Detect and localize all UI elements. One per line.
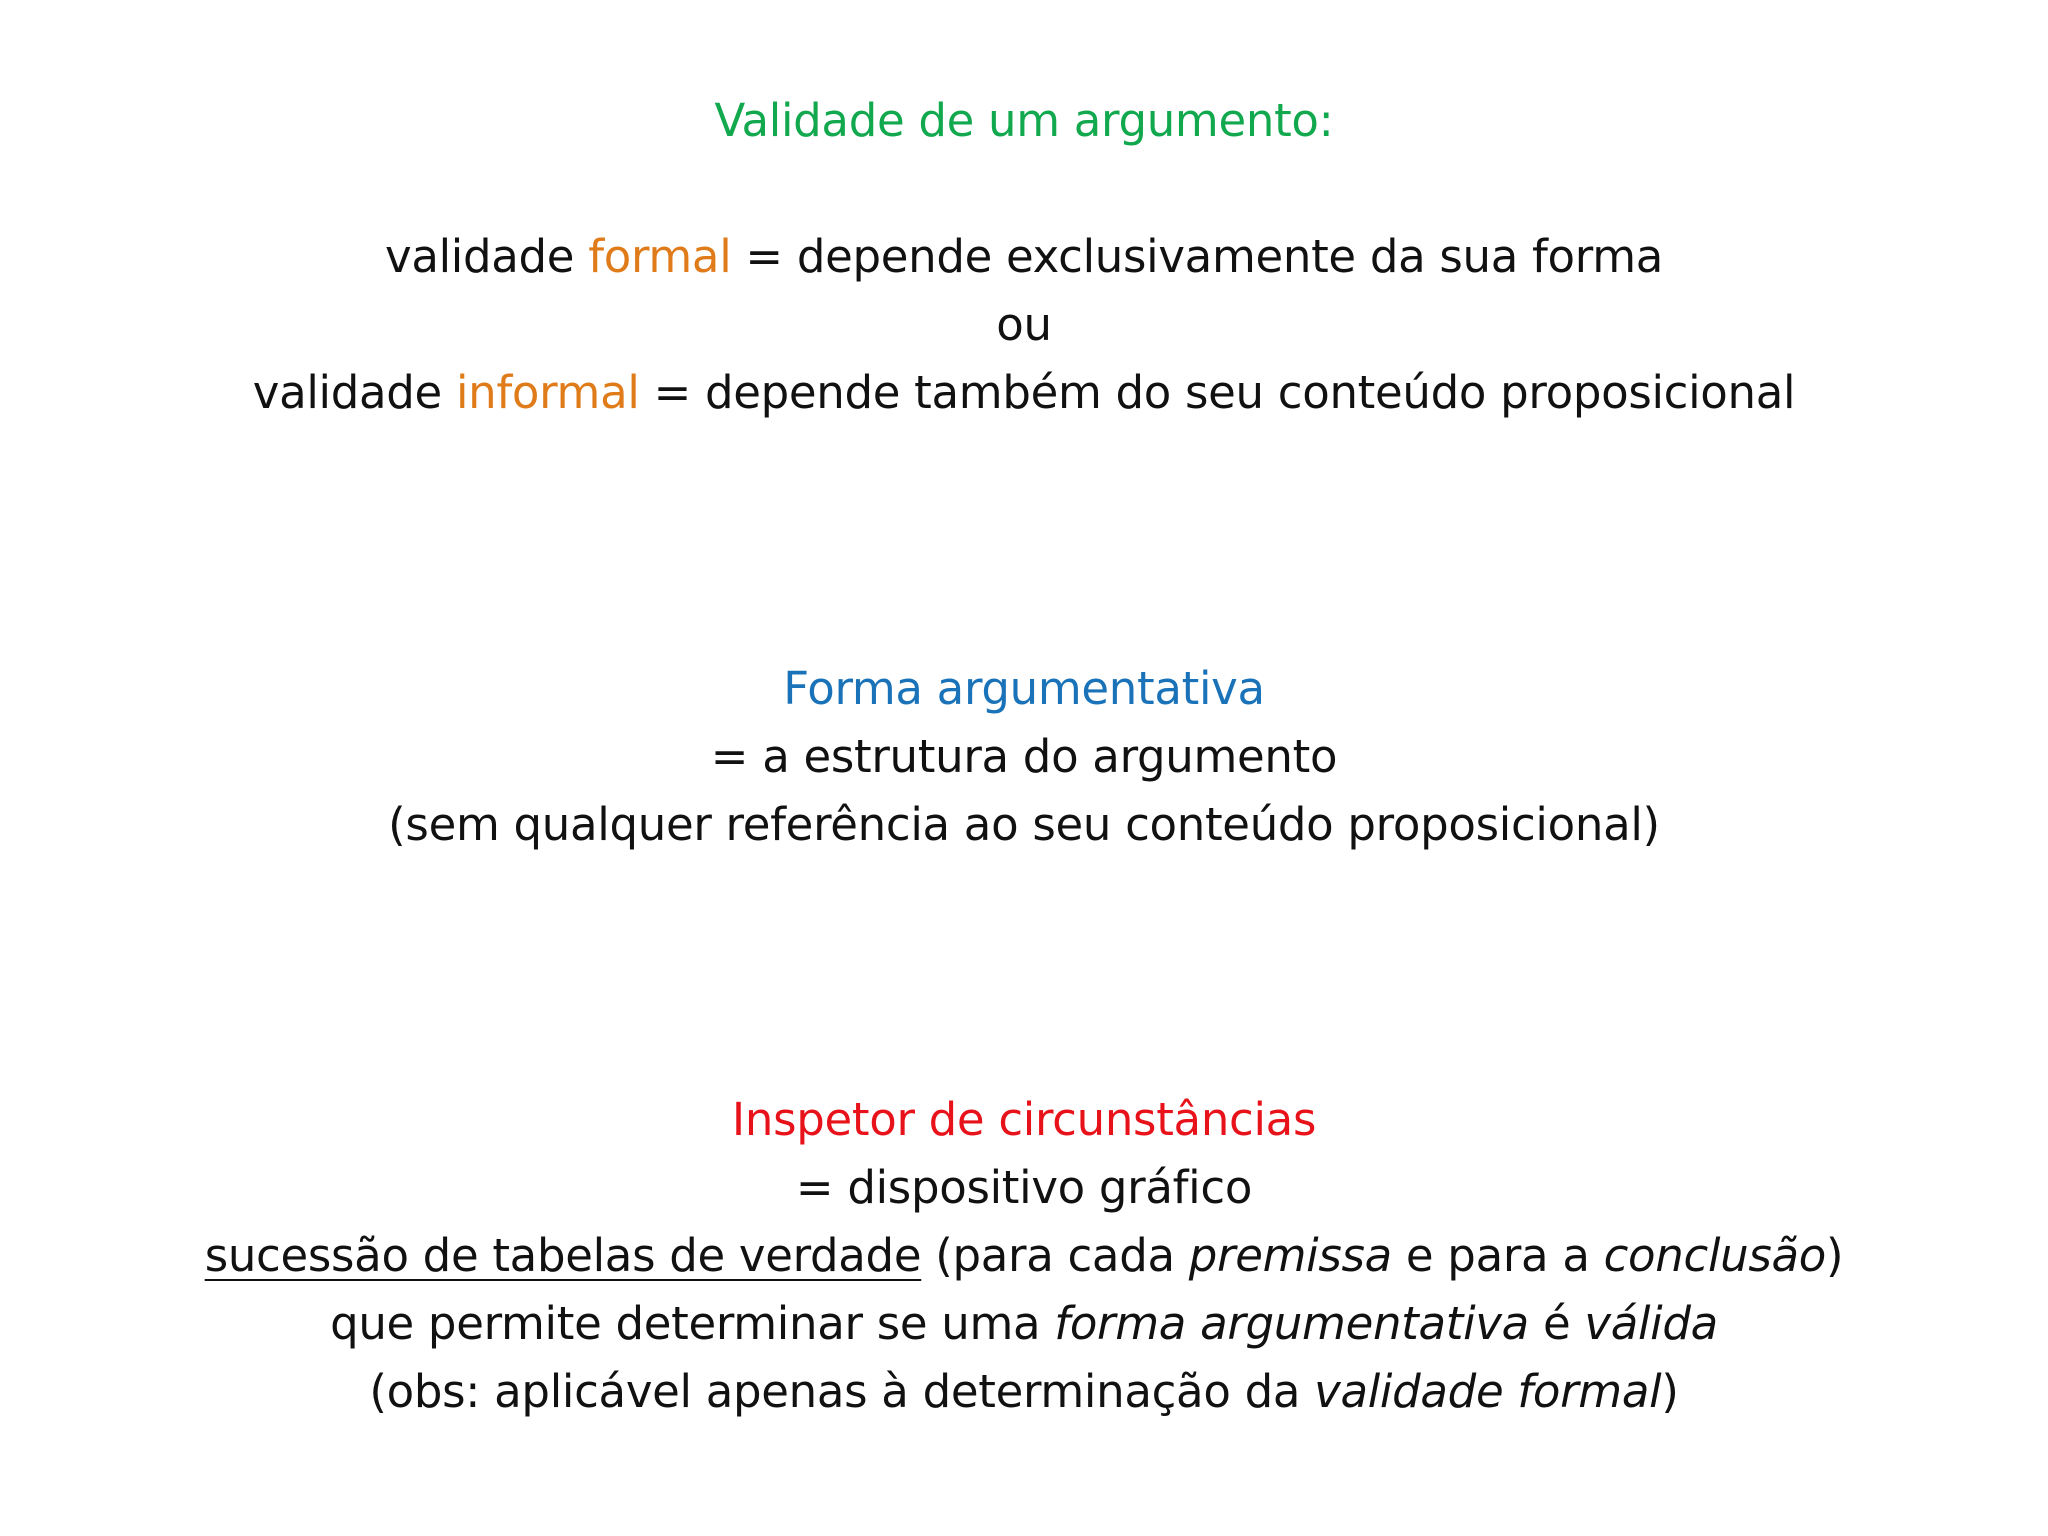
line4-text1: que permite determinar se uma: [330, 1297, 1055, 1350]
informal-suffix: = depende também do seu conteúdo proposicional: [639, 366, 1796, 419]
informal-highlight: informal: [455, 366, 640, 419]
informal-prefix: validade: [252, 366, 456, 419]
section1-title: Validade de um argumento:: [714, 94, 1334, 147]
section2-definition: = a estrutura do argumento: [710, 730, 1338, 783]
formal-suffix: = depende exclusivamente da sua forma: [731, 230, 1664, 283]
line3-text3: ): [1826, 1229, 1844, 1282]
formal-validity-line: [0, 224, 2048, 290]
section2-note: (sem qualquer referência ao seu conteúdo proposicional): [388, 798, 1660, 851]
valida-italic: válida: [1584, 1297, 1718, 1350]
line5-text2: ): [1661, 1365, 1679, 1418]
informal-validity-line: [0, 360, 2048, 426]
section3-definition: = dispositivo gráfico: [795, 1161, 1253, 1214]
line3-text1: (para cada: [921, 1229, 1189, 1282]
truth-tables-underlined: sucessão de tabelas de verdade: [204, 1229, 922, 1282]
line3-text2: e para a: [1391, 1229, 1604, 1282]
premissa-italic: premissa: [1188, 1229, 1392, 1282]
section3-line-truth-tables: [0, 1223, 2048, 1289]
section3-line-obs: [0, 1359, 2048, 1425]
section2-title: Forma argumentativa: [783, 662, 1265, 715]
conclusao-italic: conclusão: [1603, 1229, 1827, 1282]
formal-highlight: formal: [588, 230, 732, 283]
formal-prefix: validade: [384, 230, 589, 283]
validade-formal-italic: validade formal: [1314, 1365, 1662, 1418]
forma-argumentativa-italic: forma argumentativa: [1054, 1297, 1529, 1350]
line5-text1: (obs: aplicável apenas à determinação da: [369, 1365, 1315, 1418]
section3-line-determine: [0, 1291, 2048, 1357]
line4-text2: é: [1528, 1297, 1585, 1350]
section3-title: Inspetor de circunstâncias: [731, 1093, 1317, 1146]
connector-ou: ou: [996, 298, 1052, 351]
